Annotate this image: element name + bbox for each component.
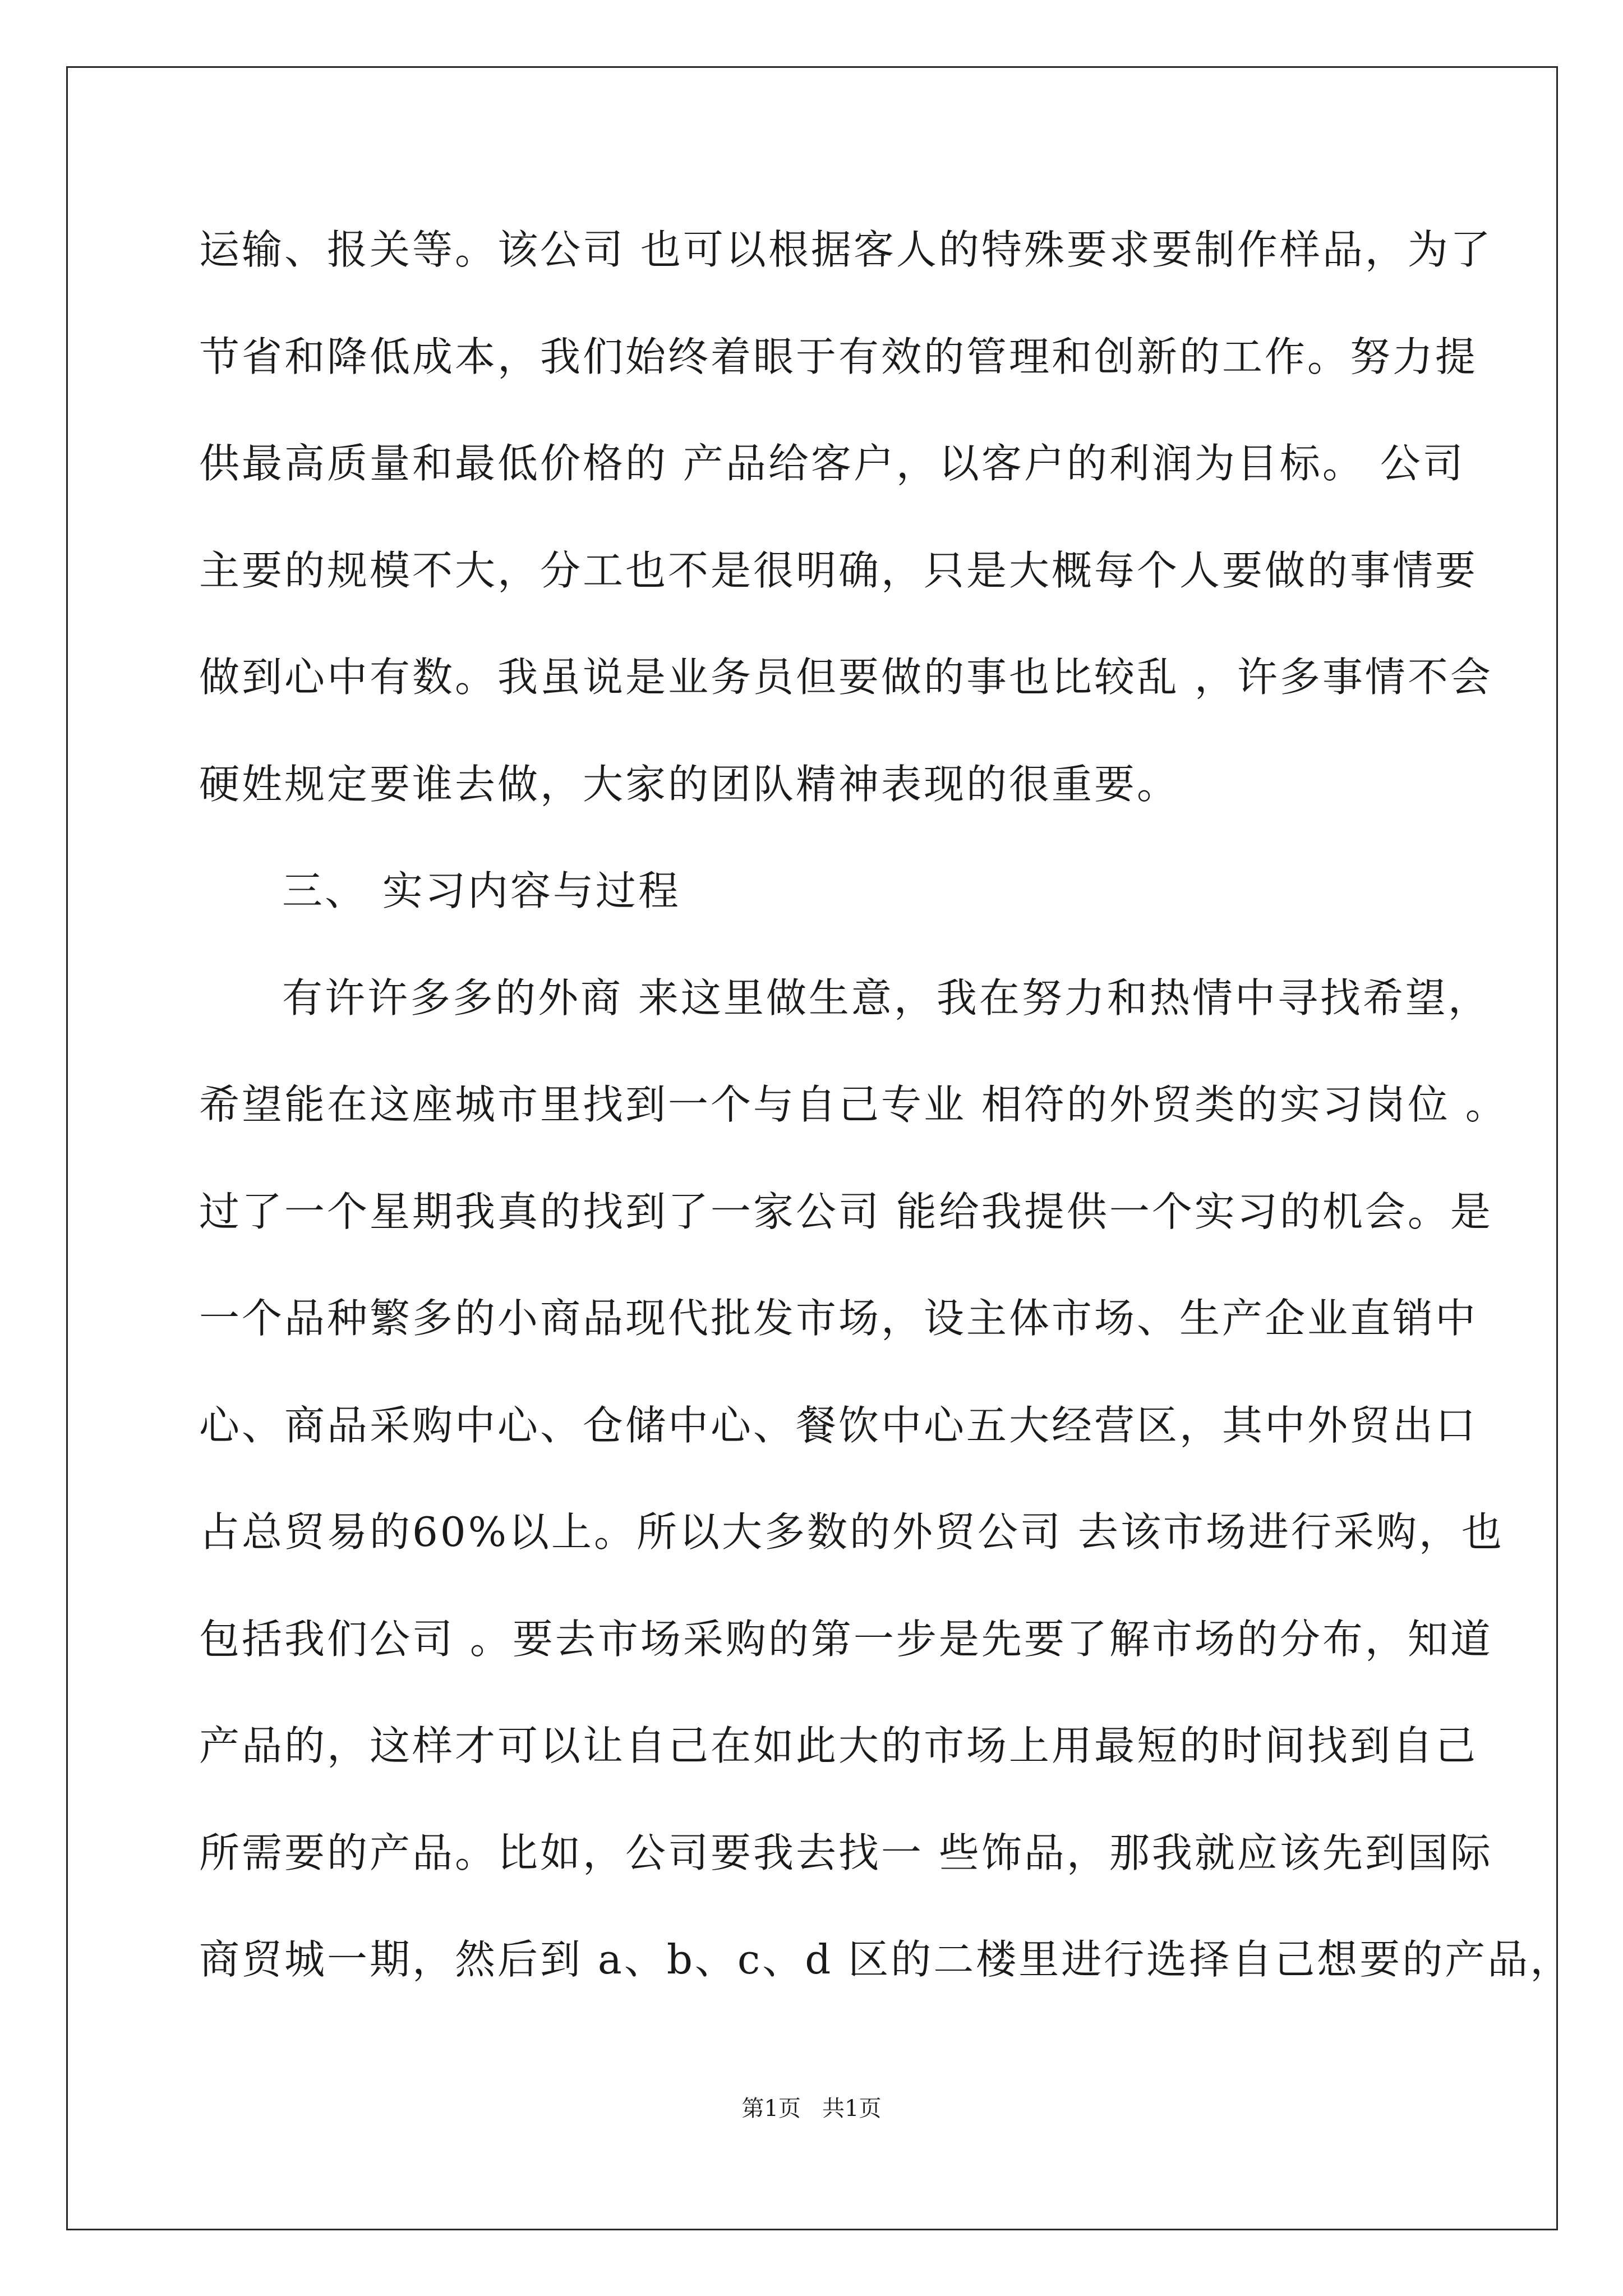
text-line-11: 一个品种繁多的小商品现代批发市场，设主体市场、生产企业直销中 [199,1295,1478,1342]
text-line-3: 供最高质量和最低价格的 产品给客户，以客户的利润为目标。 公司 [199,440,1465,487]
text-line-5: 做到心中有数。我虽说是业务员但要做的事也比较乱 ，许多事情不会 [199,654,1493,701]
text-line-17: 商贸城一期，然后到 a、b、c、d 区的二楼里进行选择自己想要的产品， [199,1936,1573,1983]
document-body [199,196,1573,2013]
text-line-12: 心、商品采购中心、仓储中心、餐饮中心五大经营区，其中外贸出口 [199,1401,1478,1449]
text-line-6: 硬姓规定要谁去做，大家的团队精神表现的很重要。 [199,760,1180,808]
text-line-14: 包括我们公司 。要去市场采购的第一步是先要了解市场的分布，知道 [199,1615,1493,1663]
page-footer: 第1页 共1页 [741,2096,882,2122]
text-line-4: 主要的规模不大，分工也不是很明确，只是大概每个人要做的事情要 [199,546,1478,594]
text-line-13: 占总贸易的60%以上。所以大多数的外贸公司 去该市场进行采购，也 [199,1508,1504,1556]
text-line-10: 过了一个星期我真的找到了一家公司 能给我提供一个实习的机会。是 [199,1188,1493,1235]
text-line-9: 希望能在这座城市里找到一个与自己专业 相符的外贸类的实习岗位 。 [199,1081,1508,1128]
text-line-8: 有许许多多的外商 来这里做生意，我在努力和热情中寻找希望， [282,974,1491,1022]
text-line-1: 运输、报关等。该公司 也可以根据客人的特殊要求要制作样品，为了 [199,226,1493,273]
text-line-15: 产品的，这样才可以让自己在如此大的市场上用最短的时间找到自己 [199,1722,1478,1769]
section-heading: 三、 实习内容与过程 [282,867,681,914]
text-line-16: 所需要的产品。比如，公司要我去找一 些饰品，那我就应该先到国际 [199,1829,1493,1876]
text-line-2: 节省和降低成本，我们始终着眼于有效的管理和创新的工作。努力提 [199,333,1478,380]
